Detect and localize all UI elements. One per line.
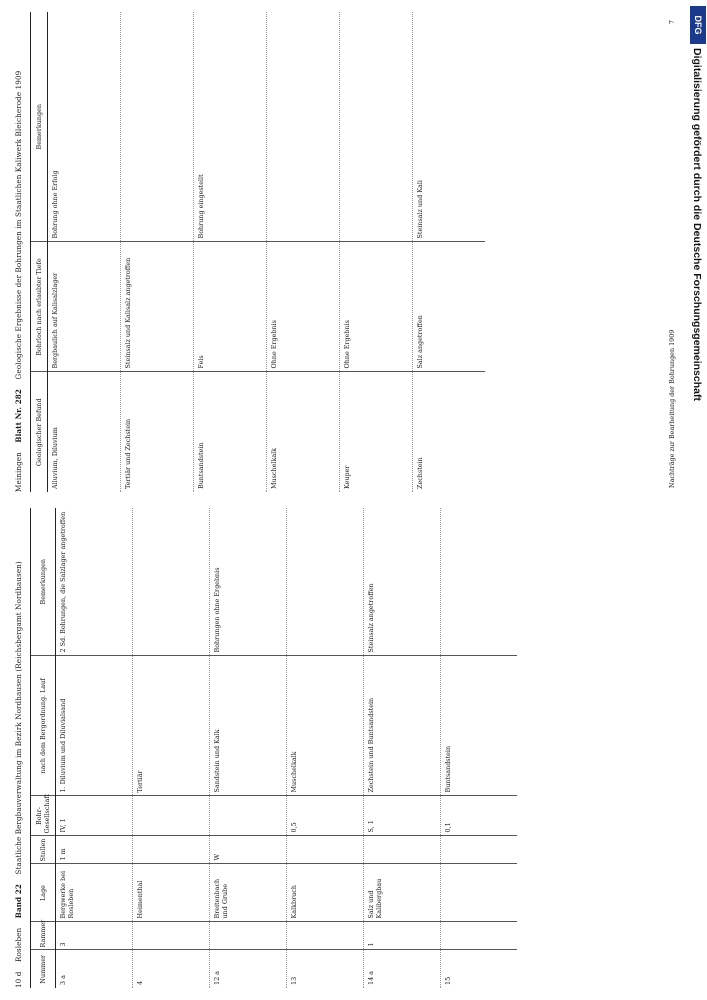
table-cell: 1 m: [56, 836, 133, 864]
table-cell: [364, 836, 441, 864]
table-cell: Fels: [194, 242, 267, 372]
table-cell: Buntsandstein: [194, 372, 267, 492]
table-cell: 3 a: [59, 975, 67, 985]
table-cell: Kalkbruch: [287, 864, 364, 922]
footnote: Nachträge zur Bearbeitung der Bohrungen 1909: [668, 329, 676, 488]
table-cell: Keuper: [340, 372, 413, 492]
left-page-number: 10 d: [14, 971, 23, 988]
table-cell: [287, 922, 364, 950]
col-header: Rammer: [31, 922, 56, 950]
table-cell: S, 1: [364, 796, 441, 836]
right-title: Geologische Ergebnisse der Bohrungen im Staatlichen Kaliwerk Bleicherode 1909: [14, 70, 23, 380]
table-cell: 3: [56, 922, 133, 950]
table-cell: Bergbaulich auf Kalisalzlager: [48, 242, 121, 372]
left-ref: Band 22: [14, 884, 23, 919]
table-cell: 12 a: [210, 950, 287, 988]
table-cell: 1. Diluvium und Diluvialsand: [56, 656, 133, 796]
page-number: 7: [668, 20, 676, 25]
table-cell: [267, 12, 340, 242]
table-cell: Steinsalz angetroffen: [364, 508, 441, 656]
right-table: [30, 12, 485, 492]
table-row: [413, 12, 486, 492]
table-cell: 13: [287, 950, 364, 988]
table-row: [133, 508, 210, 988]
table-cell: Ohne Ergebnis: [340, 242, 413, 372]
left-header: [14, 508, 23, 988]
dfg-logo: [690, 6, 706, 44]
col-header: Bohr-Gesellschaft: [31, 796, 56, 836]
table-cell: [441, 508, 518, 656]
table-cell: Tertiär: [133, 656, 210, 796]
right-location: Meiningen: [14, 452, 23, 492]
table-row: [194, 12, 267, 492]
table-cell: Muschelkalk: [267, 372, 340, 492]
table-cell: [133, 508, 210, 656]
table-cell: Zechstein und Buntsandstein: [364, 656, 441, 796]
table-cell: [133, 836, 210, 864]
left-title: Staatliche Bergbauverwaltung im Bezirk Nordhausen (Reichsbergamt Nordhausen): [14, 561, 23, 875]
table-cell: 0,5: [287, 796, 364, 836]
table-cell: [287, 836, 364, 864]
col-header: Stollen: [31, 836, 56, 864]
right-table-header: [31, 12, 48, 492]
table-cell: 4: [133, 950, 210, 988]
table-cell: Buntsandstein: [441, 656, 518, 796]
table-cell: Tertiär und Zechstein: [121, 372, 194, 492]
table-cell: [340, 12, 413, 242]
table-cell: Salz und Kalibergbau: [364, 864, 441, 922]
table-cell: Steinsalz und Kali: [413, 12, 486, 242]
table-cell: 2 Sd. Bohrungen, die Salzlager angetroffen: [56, 508, 133, 656]
dfg-credit-text: Digitalisierung gefördert durch die Deutsche Forschungsgemeinschaft: [691, 48, 703, 401]
table-cell: Steinsalz und Kalisalz angetroffen: [121, 242, 194, 372]
table-cell: Breitenbach und Grube: [210, 864, 287, 922]
table-cell: Bergwerke bei Rosleben: [56, 864, 133, 922]
left-page: [14, 508, 684, 988]
col-header: Bohrloch nach erlaubter Tiefe: [31, 242, 48, 372]
table-cell: 0,1: [441, 796, 518, 836]
table-row: [340, 12, 413, 492]
table-row: [210, 508, 287, 988]
right-ref: Blatt Nr. 282: [14, 388, 23, 443]
table-cell: Bohrung ohne Erfolg: [48, 12, 121, 242]
right-page: [14, 12, 684, 492]
table-row: [441, 508, 518, 988]
table-cell: [210, 922, 287, 950]
col-header: Geologischer Befund: [31, 372, 48, 492]
table-cell: [441, 922, 518, 950]
table-cell: Bohrung eingestellt: [194, 12, 267, 242]
table-cell: [210, 796, 287, 836]
table-cell: [121, 12, 194, 242]
table-cell: [441, 836, 518, 864]
table-cell: Bohrungen ohne Ergebnis: [210, 508, 287, 656]
table-cell: Sandstein und Kalk: [210, 656, 287, 796]
table-cell: 14 a: [364, 950, 441, 988]
left-location: Rosleben: [14, 927, 23, 963]
table-cell: [133, 796, 210, 836]
table-cell: Ohne Ergebnis: [267, 242, 340, 372]
table-cell: IV, 1: [56, 796, 133, 836]
col-header: Nummer: [31, 950, 56, 988]
table-cell: [133, 922, 210, 950]
table-cell: W: [210, 836, 287, 864]
table-row: [48, 12, 121, 492]
table-cell: Heimenthal: [133, 864, 210, 922]
table-row: [56, 508, 133, 988]
table-row: [121, 12, 194, 492]
table-cell: [441, 864, 518, 922]
table-cell: Zechstein: [413, 372, 486, 492]
table-cell: 15: [441, 950, 518, 988]
dfg-logo-text: DFG: [693, 15, 703, 35]
col-header: Bemerkungen: [31, 12, 48, 242]
right-header: [14, 12, 23, 492]
table-cell: 1: [364, 922, 441, 950]
table-cell: [287, 508, 364, 656]
table-cell: Muschelkalk: [287, 656, 364, 796]
table-row: [267, 12, 340, 492]
table-row: [364, 508, 441, 988]
table-cell: Salz angetroffen: [413, 242, 486, 372]
dfg-strip: [690, 0, 707, 1000]
table-row: [287, 508, 364, 988]
col-header: nach dem Bergordnung. Lauf: [31, 656, 56, 796]
table-cell: Alluvium, Diluvium: [51, 427, 59, 489]
left-table-header: [31, 508, 56, 988]
left-table: [30, 508, 517, 988]
dfg-credit: [690, 48, 706, 998]
col-header: Lage: [31, 864, 56, 922]
col-header: Bemerkungen: [31, 508, 56, 656]
